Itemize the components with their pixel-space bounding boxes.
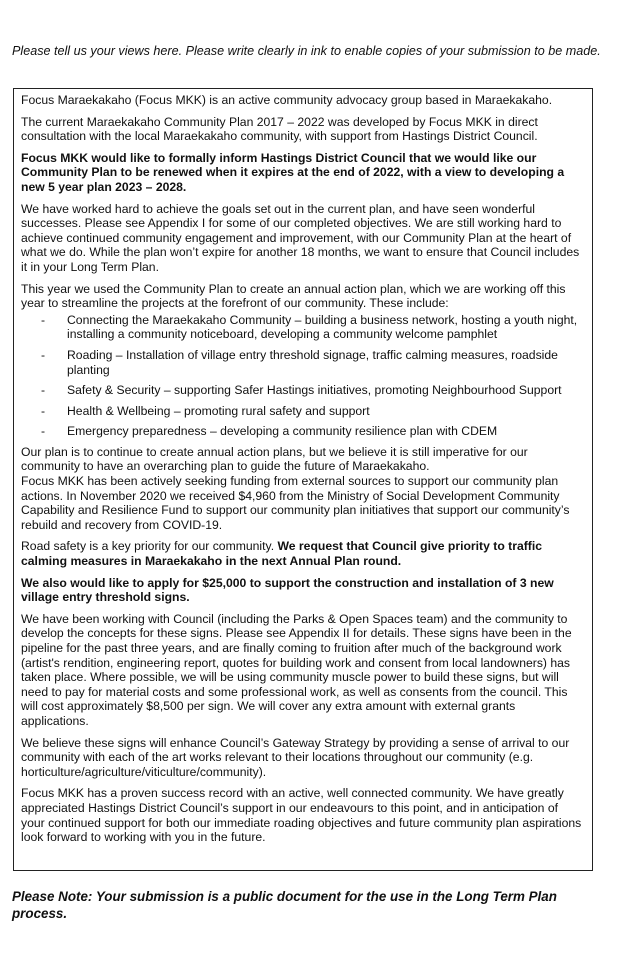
dash-bullet: - bbox=[41, 424, 46, 439]
signs-request-paragraph: We also would like to apply for $25,000 to support the construction and installation of 3 new village entry threshold signs. bbox=[21, 575, 554, 605]
dash-bullet: - bbox=[41, 312, 46, 327]
intro-paragraph: Focus Maraekakaho (Focus MKK) is an active community advocacy group based in Maraekakaho. bbox=[21, 93, 553, 107]
list-item: - Roading – Installation of village entry threshold signage, traffic calming measures, roadside planting bbox=[41, 347, 558, 377]
public-document-note: Please Note: Your submission is a public document for the use in the Long Term Plan process. bbox=[12, 889, 557, 921]
list-item: - Connecting the Maraekakaho Community – building a business network, hosting a youth night, installing a community noticeboard, developing a community welcome pamphlet bbox=[41, 312, 578, 342]
list-item: - Safety & Security – supporting Safer Hastings initiatives, promoting Neighbourhood Support bbox=[41, 383, 562, 398]
submission-box bbox=[13, 88, 593, 871]
list-item: - Health & Wellbeing – promoting rural safety and support bbox=[41, 403, 370, 418]
renewal-request-paragraph: Focus MKK would like to formally inform Hastings District Council that we would like our Community Plan to be renewed when it expires at the end of 2022, with a view to developing a new 5 year plan 2023 – 2028. bbox=[21, 150, 565, 194]
dash-bullet: - bbox=[41, 403, 46, 418]
plan-history-paragraph: The current Maraekakaho Community Plan 2017 – 2022 was developed by Focus MKK in direct consultation with the local Maraekakaho community, with support from Hastings District Council. bbox=[21, 114, 538, 144]
closing-paragraph: Focus MKK has a proven success record with an active, well connected community. We have greatly appreciated Hastings District Council’s support in our endeavours to this point, and in anticipation of your continued support for both our immediate roading objectives and future community plan aspirations look forward to working with you in the future. bbox=[21, 786, 582, 845]
gateway-paragraph: We believe these signs will enhance Council’s Gateway Strategy by providing a sense of arrival to our community with each of the art works relevant to their locations throughout our community (e.g. horticulture/agriculture/viticulture/community). bbox=[21, 735, 570, 779]
achievements-paragraph: We have worked hard to achieve the goals set out in the current plan, and have seen wonderful successes. Please see Appendix I for some of our completed objectives. We are still working hard to achieve continued community engagement and improvement, with our Community Plan at the heart of what we do. While the plan won’t expire for another 18 months, we want to ensure that Council includes it in your Long Term Plan. bbox=[21, 201, 580, 274]
action-plan-intro: This year we used the Community Plan to create an annual action plan, which we are working off this year to streamline the projects at the forefront of our community. These include: bbox=[21, 281, 566, 311]
list-item: - Emergency preparedness – developing a community resilience plan with CDEM bbox=[41, 424, 498, 439]
funding-paragraph: Focus MKK has been actively seeking funding from external sources to support our community plan actions. In November 2020 we received $4,960 from the Ministry of Social Development Community Capability and Resilience Fund to support our community plan initiatives that support our community’s rebuild and recovery from COVID-19. bbox=[21, 474, 570, 532]
dash-bullet: - bbox=[41, 383, 46, 398]
road-safety-paragraph: Road safety is a key priority for our community. We request that Council give priority to traffic calming measures in Maraekakaho in the next Annual Plan round. bbox=[21, 539, 543, 569]
dash-bullet: - bbox=[41, 347, 46, 362]
action-list bbox=[21, 313, 584, 439]
form-instructions: Please tell us your views here. Please write clearly in ink to enable copies of your submission to be made. bbox=[12, 44, 601, 58]
signs-detail-paragraph: We have been working with Council (including the Parks & Open Spaces team) and the community to develop the concepts for these signs. Please see Appendix II for details. These signs have been in the pipeline for the past three years, and are finally coming to fruition after much of the background work (artist's rendition, engineering report, quotes for building work and consent from local landowners) has taken place. Where possible, we will be using community muscle power to build these signs, but will need to pay for material costs and some professional work, as well as consents from the council. This will cost approximately $8,500 per sign. We will cover any extra amount with external grants applications. bbox=[21, 611, 572, 728]
overarching-plan-paragraph: Our plan is to continue to create annual action plans, but we believe it is still imperative for our community to have an overarching plan to guide the future of Maraekakaho. bbox=[21, 444, 528, 474]
